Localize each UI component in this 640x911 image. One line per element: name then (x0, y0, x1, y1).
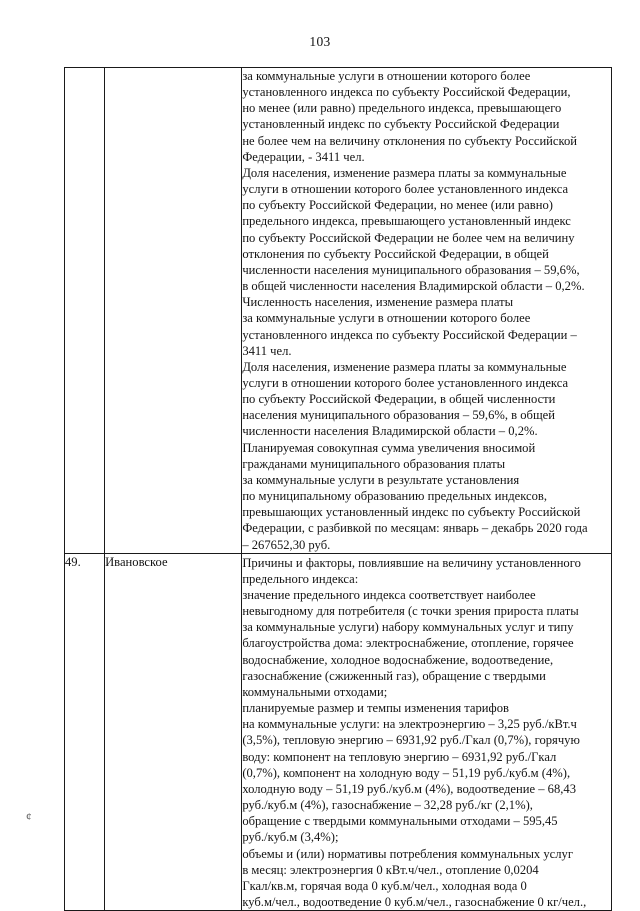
text-line: Гкал/кв.м, горячая вода 0 куб.м/чел., холодная вода 0 (242, 878, 527, 893)
text-line: Причины и факторы, повлиявшие на величину установленного (242, 555, 581, 570)
text-line: куб.м/чел., водоотведение 0 куб.м/чел., газоснабжение 0 кг/чел., (242, 894, 587, 909)
table-row (65, 68, 612, 554)
municipality-name-cell (105, 68, 242, 554)
text-line: за коммунальные услуги) набору коммунальных услуг и типу (242, 620, 574, 635)
text-line: холодную воду – 51,19 руб./куб.м (4%), водоотведение – 68,43 (242, 781, 577, 796)
text-line: Численность населения, изменение размера платы (242, 295, 514, 310)
description-cell (242, 553, 612, 910)
text-line: услуги в отношении которого более установленного индекса (242, 182, 569, 197)
text-line: Федерации, - 3411 чел. (242, 149, 365, 164)
text-line: на коммунальные услуги: на электроэнергию – 3,25 руб./кВт.ч (242, 717, 577, 732)
text-line: превышающих установленный индекс по субъекту Российской (242, 505, 581, 520)
text-line: за коммунальные услуги в отношении которого более (242, 69, 531, 83)
table-row (65, 553, 612, 910)
text-line: Планируемая совокупная сумма увеличения вносимой (242, 440, 536, 455)
text-line: планируемые размер и темпы изменения тарифов (242, 701, 509, 716)
text-line: по субъекту Российской Федерации, но менее (или равно) (242, 198, 553, 213)
text-line: газоснабжение (сжиженный газ), обращение с твердыми (242, 668, 546, 683)
text-line: за коммунальные услуги в отношении которого более (242, 311, 531, 326)
text-line: по муниципальному образованию предельных индексов, (242, 489, 547, 504)
text-line: Федерации, с разбивкой по месяцам: январь – декабрь 2020 года (242, 521, 588, 536)
text-line: 3411 чел. (242, 343, 292, 358)
text-line: предельного индекса: (242, 571, 359, 586)
text-line: (3,5%), тепловую энергию – 6931,92 руб./Гкал (0,7%), горячую (242, 733, 580, 748)
text-line: гражданами муниципального образования платы (242, 456, 506, 471)
text-line: – 267652,30 руб. (242, 537, 331, 552)
page-number: 103 (309, 34, 331, 49)
text-line: по субъекту Российской Федерации, в общей численности (242, 392, 556, 407)
text-line: Доля населения, изменение размера платы за коммунальные (242, 165, 567, 180)
text-line: но менее (или равно) предельного индекса, превышающего (242, 101, 562, 116)
text-line: невыгодному для потребителя (с точки зрения прироста платы (242, 604, 579, 619)
text-line: предельного индекса, превышающего установленный индекс (242, 214, 571, 229)
text-line: населения муниципального образования – 59,6%, в общей (242, 408, 555, 423)
text-line: услуги в отношении которого более установленного индекса (242, 375, 569, 390)
text-line: установленного индекса по субъекту Российской Федерации – (242, 327, 577, 342)
text-line: руб./куб.м (4%), газоснабжение – 32,28 руб./кг (2,1%), (242, 798, 533, 813)
text-line: (0,7%), компонент на холодную воду – 51,19 руб./куб.м (4%), (242, 765, 571, 780)
text-line: установленный индекс по субъекту Российской Федерации (242, 117, 560, 132)
text-line: обращение с твердыми коммунальными отходами – 595,45 (242, 814, 558, 829)
text-line: благоустройства дома: электроснабжение, отопление, горячее (242, 636, 574, 651)
text-line: объемы и (или) нормативы потребления коммунальных услуг (242, 846, 573, 861)
text-line: в месяц: электроэнергия 0 кВт.ч/чел., отопление 0,0204 (242, 862, 539, 877)
text-line: значение предельного индекса соответствует наиболее (242, 588, 536, 602)
text-line: водоснабжение, холодное водоснабжение, водоотведение, (242, 652, 554, 667)
document-table (64, 67, 612, 911)
text-line: установленного индекса по субъекту Российской Федерации, (242, 85, 571, 100)
text-line: не более чем на величину отклонения по субъекту Российской (242, 133, 578, 148)
text-line: численности населения муниципального образования – 59,6%, (242, 262, 580, 277)
text-line: в общей численности населения Владимирской области – 0,2%. (242, 279, 585, 294)
stray-ink-mark: ¢ (26, 811, 32, 823)
row-number-cell (65, 68, 105, 554)
text-line: Доля населения, изменение размера платы за коммунальные (242, 359, 567, 374)
text-line: отклонения по субъекту Российской Федерации, в общей (242, 246, 549, 261)
description-cell (242, 68, 612, 554)
text-line: коммунальными отходами; (242, 684, 388, 699)
text-line: руб./куб.м (3,4%); (242, 830, 339, 845)
text-line: по субъекту Российской Федерации не более чем на величину (242, 230, 575, 245)
text-line: численности населения Владимирской области – 0,2%. (242, 424, 538, 439)
text-line: за коммунальные услуги в результате установления (242, 472, 520, 487)
row-number-cell: 49. (65, 553, 105, 910)
text-line: воду: компонент на тепловую энергию – 6931,92 руб./Гкал (242, 749, 557, 764)
municipality-name-cell: Ивановское (105, 553, 242, 910)
